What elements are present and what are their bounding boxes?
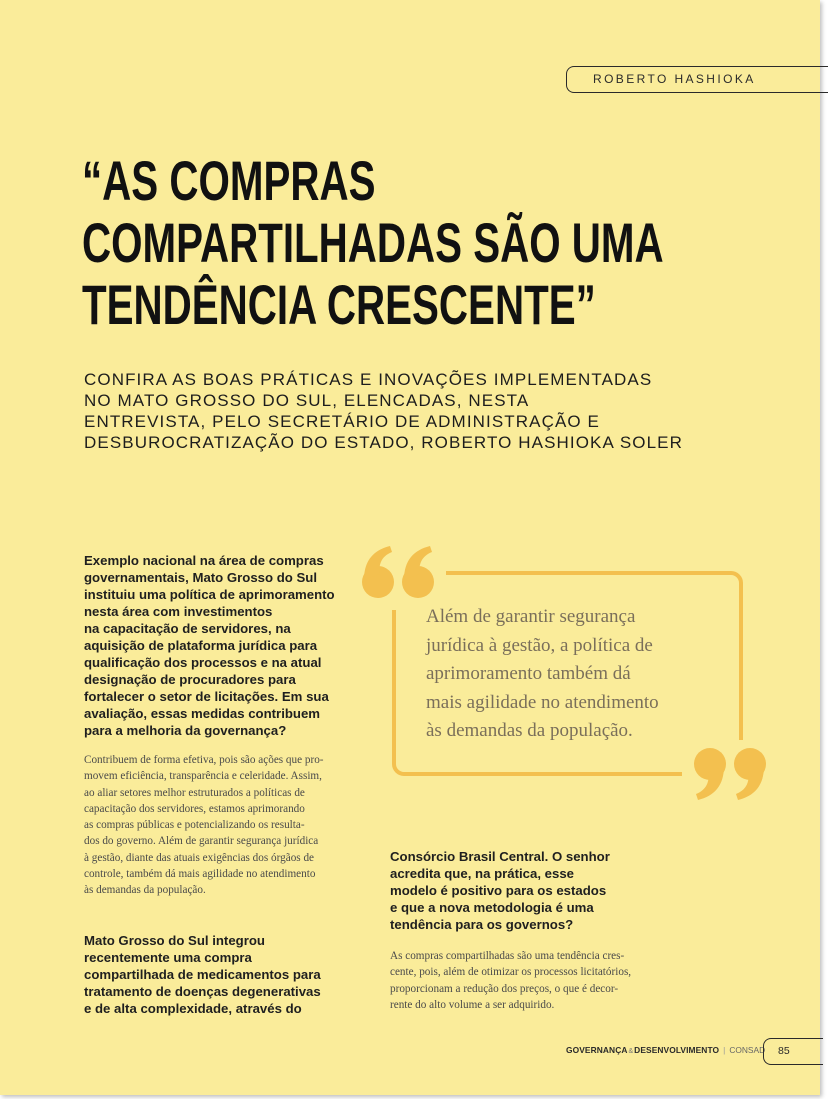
question-line: Mato Grosso do Sul integrou	[84, 933, 265, 948]
interview-answer-1	[84, 752, 364, 899]
pull-quote-line: Além de garantir segurança	[426, 606, 636, 627]
question-line: tratamento de doenças degenerativas	[84, 984, 321, 999]
pull-quote-text	[426, 603, 726, 746]
question-line: designação de procuradores para	[84, 672, 296, 687]
open-quote-icon	[356, 520, 446, 610]
question-line: tendência para os governos?	[390, 917, 574, 932]
answer-line: ao aliar setores melhor estruturados a políticas de	[84, 786, 305, 799]
footer-brand-left: GOVERNANÇA	[566, 1045, 628, 1055]
answer-line: proporcionam a redução dos preços, o que é decor-	[390, 982, 619, 995]
footer-brand-amp: &	[628, 1048, 634, 1055]
question-line: para a melhoria da governança?	[84, 723, 287, 738]
title-line: COMPARTILHADAS SÃO UMA	[82, 211, 664, 274]
question-line: compartilhada de medicamentos para	[84, 967, 321, 982]
title-line: TENDÊNCIA CRESCENTE”	[82, 273, 596, 336]
footer-org: CONSAD	[729, 1045, 766, 1055]
question-line: Exemplo nacional na área de compras	[84, 553, 324, 568]
title-line: “AS COMPRAS	[82, 149, 376, 212]
answer-line: as compras públicas e potencializando os resulta-	[84, 819, 305, 832]
subtitle-line: DESBUROCRATIZAÇÃO DO ESTADO, ROBERTO HASHIOKA SOLER	[84, 433, 683, 452]
question-line: acredita que, na prática, esse	[390, 866, 574, 881]
answer-line: controle, também dá mais agilidade no atendimento	[84, 868, 316, 881]
question-line: governamentais, Mato Grosso do Sul	[84, 570, 318, 585]
subtitle-line: CONFIRA AS BOAS PRÁTICAS E INOVAÇÕES IMPLEMENTADAS	[84, 370, 653, 389]
question-line: e que a nova metodologia é uma	[390, 900, 594, 915]
question-line: modelo é positivo para os estados	[390, 883, 607, 898]
question-line: instituiu uma política de aprimoramento	[84, 587, 335, 602]
article-title	[82, 150, 701, 336]
article-subtitle	[84, 369, 704, 453]
answer-line: cente, pois, além de otimizar os processos licitatórios,	[390, 966, 632, 979]
answer-line: capacitação dos servidores, estamos aprimorando	[84, 802, 305, 815]
interview-question-2	[84, 932, 364, 1017]
pull-quote-line: às demandas da população.	[426, 720, 633, 741]
answer-line: Contribuem de forma efetiva, pois são ações que pro-	[84, 754, 324, 766]
interview-question-1	[84, 552, 364, 739]
question-line: aquisição de plataforma jurídica para	[84, 638, 318, 653]
answer-line: à gestão, diante das atuais exigências dos órgãos de	[84, 851, 314, 864]
pull-quote-line: jurídica à gestão, a política de	[426, 634, 653, 656]
answer-line: movem eficiência, transparência e celeridade. Assim,	[84, 770, 322, 783]
subtitle-line: ENTREVISTA, PELO SECRETÁRIO DE ADMINISTRAÇÃO E	[84, 412, 600, 431]
subtitle-line: NO MATO GROSSO DO SUL, ELENCADAS, NESTA	[84, 391, 530, 410]
page-number-tab	[763, 1038, 823, 1065]
question-line: fortalecer o setor de licitações. Em sua	[84, 689, 329, 704]
question-line: qualificação dos processos e na atual	[84, 655, 322, 670]
close-quote-icon	[682, 740, 774, 812]
question-line: avaliação, essas medidas contribuem	[84, 706, 321, 721]
interview-question-3	[390, 848, 670, 933]
page-footer	[566, 1045, 765, 1055]
answer-line: As compras compartilhadas são uma tendência cres-	[390, 950, 625, 962]
author-tab	[566, 66, 828, 93]
pull-quote-line: aprimoramento também dá	[426, 663, 631, 684]
footer-brand-right: DESENVOLVIMENTO	[634, 1045, 720, 1055]
question-line: nesta área com investimentos	[84, 604, 273, 619]
footer-separator: |	[723, 1045, 726, 1055]
answer-line: às demandas da população.	[84, 884, 206, 897]
question-line: na capacitação de servidores, na	[84, 621, 291, 636]
page-number: 85	[778, 1045, 790, 1057]
question-line: Consórcio Brasil Central. O senhor	[390, 849, 610, 864]
interview-answer-2	[390, 948, 680, 1013]
pull-quote-line: mais agilidade no atendimento	[426, 691, 659, 713]
answer-line: rente do alto volume a ser adquirido.	[390, 998, 555, 1011]
author-name: ROBERTO HASHIOKA	[593, 72, 756, 86]
question-line: recentemente uma compra	[84, 950, 252, 965]
question-line: e de alta complexidade, através do	[84, 1001, 302, 1016]
answer-line: dos do governo. Além de garantir segurança jurídica	[84, 835, 319, 848]
